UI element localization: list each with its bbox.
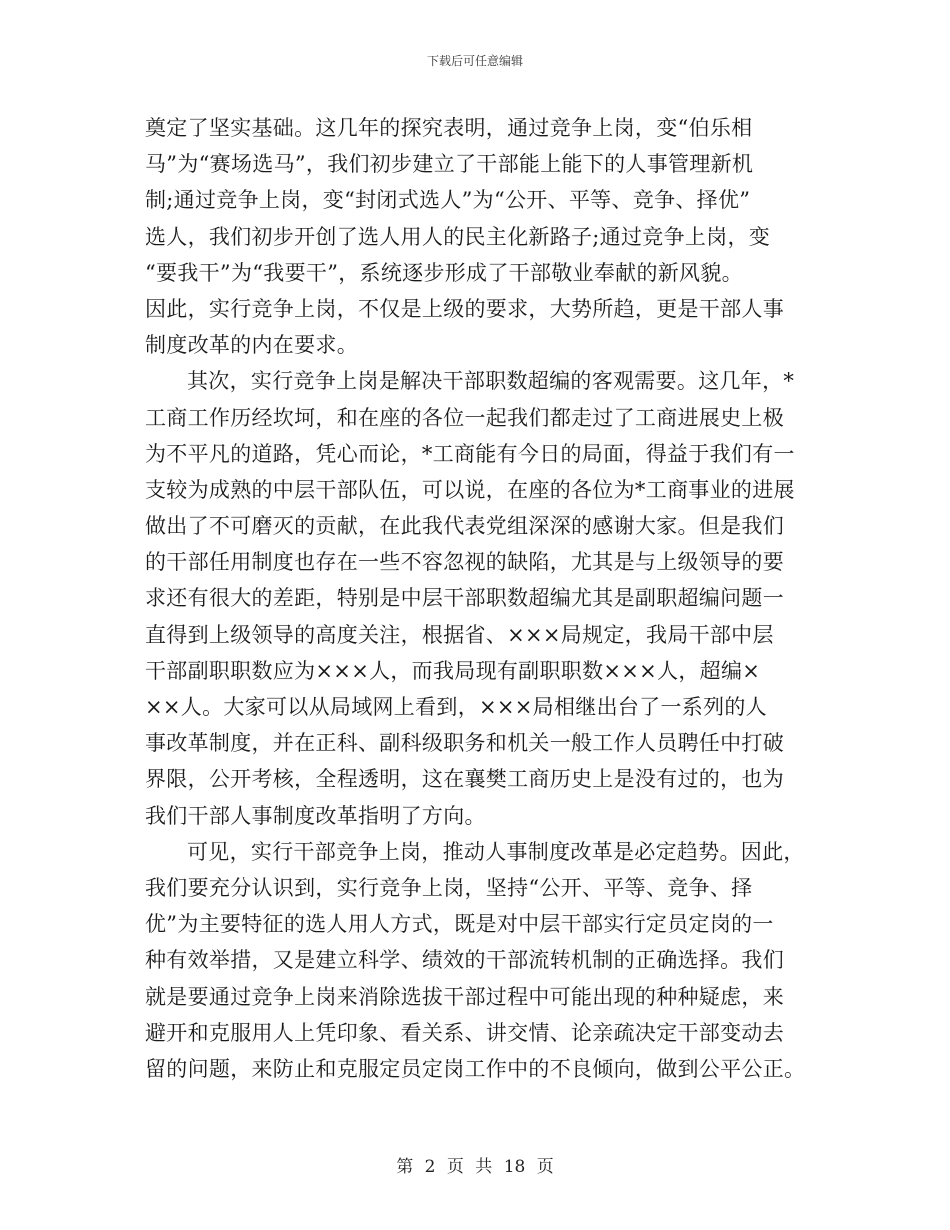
text-line: 选人，我们初步开创了选人用人的民主化新路子;通过竞争上岗，变 (145, 224, 771, 249)
text-line: “要我干”为“我要干”，系统逐步形成了干部敬业奉献的新风貌。 (145, 260, 743, 285)
text-line: 为不平凡的道路，凭心而论，*工商能有今日的局面，得益于我们有一 (145, 441, 795, 466)
text-line: 制度改革的内在要求。 (145, 333, 358, 358)
text-line: 马”为“赛场选马”，我们初步建立了干部能上能下的人事管理新机 (145, 152, 754, 177)
text-line: 界限，公开考核，全程透明，这在襄樊工商历史上是没有过的，也为 (145, 767, 784, 792)
text-line: ××人。大家可以从局域网上看到，×××局相继出台了一系列的人 (145, 695, 767, 719)
document-body (145, 110, 810, 1087)
text-line: 的干部任用制度也存在一些不容忽视的缺陷，尤其是与上级领导的要 (145, 550, 784, 575)
text-line: 因此，实行竞争上岗，不仅是上级的要求，大势所趋，更是干部人事 (145, 296, 784, 321)
text-line: 支较为成熟的中层干部队伍，可以说，在座的各位为*工商事业的进展 (145, 477, 795, 502)
text-line: 种有效举措，又是建立科学、绩效的干部流转机制的正确选择。我们 (145, 948, 784, 973)
text-line: 就是要通过竞争上岗来消除选拔干部过程中可能出现的种种疑虑，来 (145, 984, 784, 1009)
page-number-footer: 第 2 页 共 18 页 (396, 1157, 554, 1177)
text-line: 干部副职职数应为×××人，而我局现有副职职数×××人，超编× (145, 658, 761, 683)
text-line: 我们要充分认识到，实行竞争上岗，坚持“公开、平等、竞争、择 (145, 875, 753, 900)
text-line: 留的问题，来防止和克服定员定岗工作中的不良倾向，做到公平公正。 (145, 1056, 806, 1081)
paragraph-start-line: 可见，实行干部竞争上岗，推动人事制度改革是必定趋势。因此， (187, 839, 805, 864)
text-line: 我们干部人事制度改革指明了方向。 (145, 803, 486, 828)
text-line: 奠定了坚实基础。这几年的探究表明，通过竞争上岗，变“伯乐相 (145, 116, 753, 140)
text-line: 直得到上级领导的高度关注，根据省、×××局规定，我局干部中层 (145, 622, 774, 647)
text-line: 求还有很大的差距，特别是中层干部职数超编尤其是副职超编问题一 (145, 586, 784, 611)
paragraph-start-line: 其次，实行竞争上岗是解决干部职数超编的客观需要。这几年，* (187, 369, 795, 394)
text-line: 避开和克服用人上凭印象、看关系、讲交情、论亲疏决定干部变动去 (145, 1020, 784, 1045)
text-line: 优”为主要特征的选人用人方式，既是对中层干部实行定员定岗的一 (145, 912, 774, 937)
text-line: 事改革制度，并在正科、副科级职务和机关一般工作人员聘任中打破 (145, 731, 784, 756)
text-line: 制;通过竞争上岗，变“封闭式选人”为“公开、平等、竞争、择优” (145, 188, 751, 213)
text-line: 工商工作历经坎坷，和在座的各位一起我们都走过了工商进展史上极 (145, 405, 784, 430)
page-header-note: 下载后可任意编辑 (426, 54, 523, 68)
text-line: 做出了不可磨灭的贡献，在此我代表党组深深的感谢大家。但是我们 (145, 514, 784, 539)
